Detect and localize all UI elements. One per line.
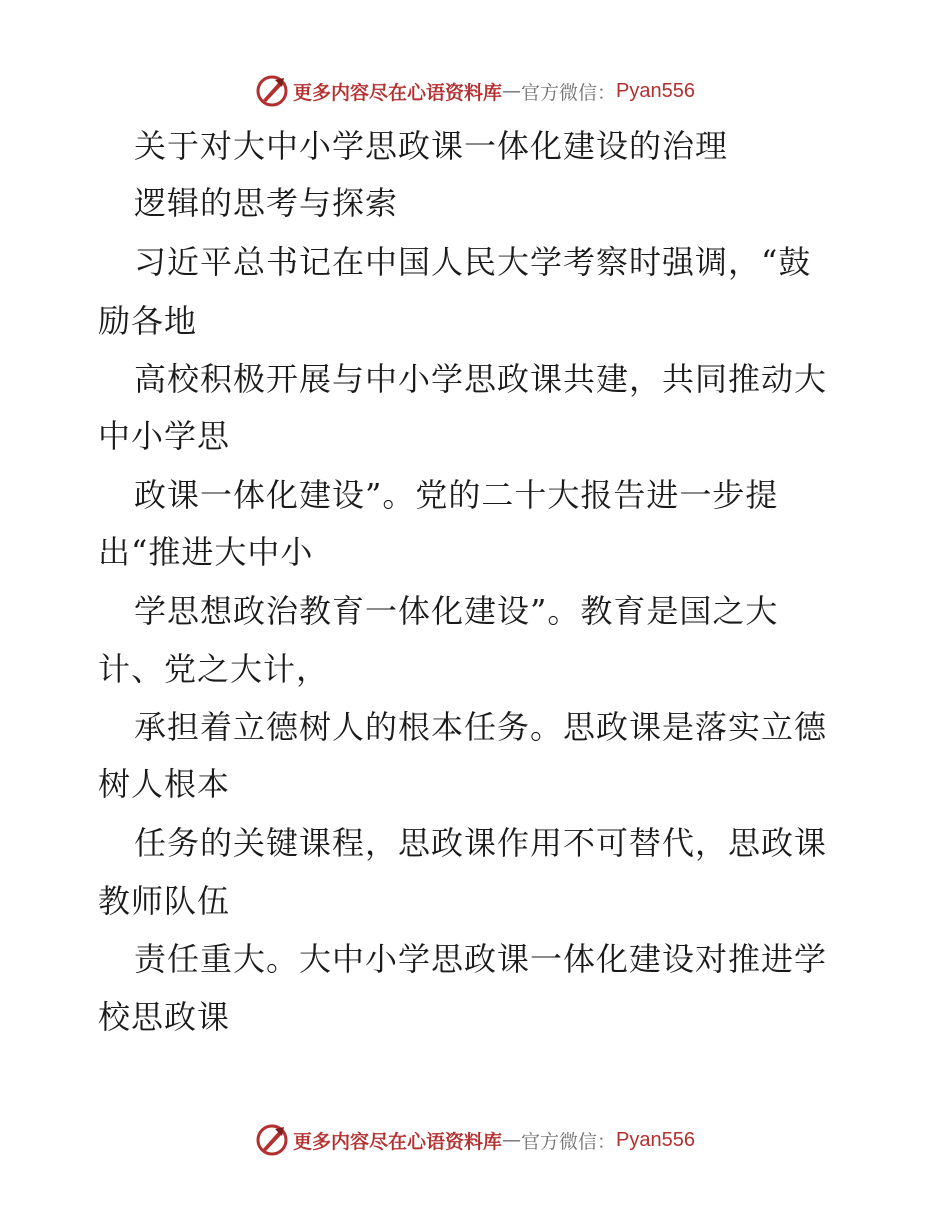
paragraph-line: 励各地 xyxy=(98,302,198,340)
banner-wechat-label: 官方微信： xyxy=(521,81,617,104)
paragraph-line: 承担着立德树人的根本任务。思政课是落实立德 xyxy=(134,708,828,746)
title-line-2: 逻辑的思考与探索 xyxy=(134,184,399,222)
paragraph-line: 任务的关键课程，思政课作用不可替代，思政课 xyxy=(134,824,828,862)
paragraph-line: 习近平总书记在中国人民大学考察时强调，“鼓 xyxy=(134,243,812,281)
header-banner xyxy=(0,71,950,111)
banner-brand-text: 更多内容尽在心语资料库 xyxy=(293,81,503,104)
banner-wechat-label: 官方微信： xyxy=(521,1130,617,1153)
paragraph-line: 政课一体化建设”。党的二十大报告进一步提 xyxy=(134,476,779,514)
paragraph-line: 树人根本 xyxy=(98,765,231,803)
banner-brand-text: 更多内容尽在心语资料库 xyxy=(293,1130,503,1153)
title-line-1: 关于对大中小学思政课一体化建设的治理 xyxy=(134,127,729,165)
paragraph-line: 校思政课 xyxy=(98,998,231,1036)
paragraph-line: 高校积极开展与中小学思政课共建，共同推动大 xyxy=(134,360,828,398)
paragraph-line: 学思想政治教育一体化建设”。教育是国之大 xyxy=(134,592,779,630)
paragraph-line: 出“推进大中小 xyxy=(98,533,314,571)
banner-separator: — xyxy=(502,80,522,102)
quill-pen-seal-icon xyxy=(255,74,289,108)
banner-wechat-id: Pyan556 xyxy=(616,1128,695,1151)
quill-pen-seal-icon xyxy=(255,1123,289,1157)
paragraph-line: 教师队伍 xyxy=(98,882,231,920)
paragraph-line: 中小学思 xyxy=(98,417,231,455)
banner-wechat-id: Pyan556 xyxy=(616,79,695,102)
banner-separator: — xyxy=(502,1129,522,1151)
paragraph-line: 计、党之大计， xyxy=(98,650,330,688)
footer-banner xyxy=(0,1120,950,1160)
paragraph-line: 责任重大。大中小学思政课一体化建设对推进学 xyxy=(134,940,828,978)
